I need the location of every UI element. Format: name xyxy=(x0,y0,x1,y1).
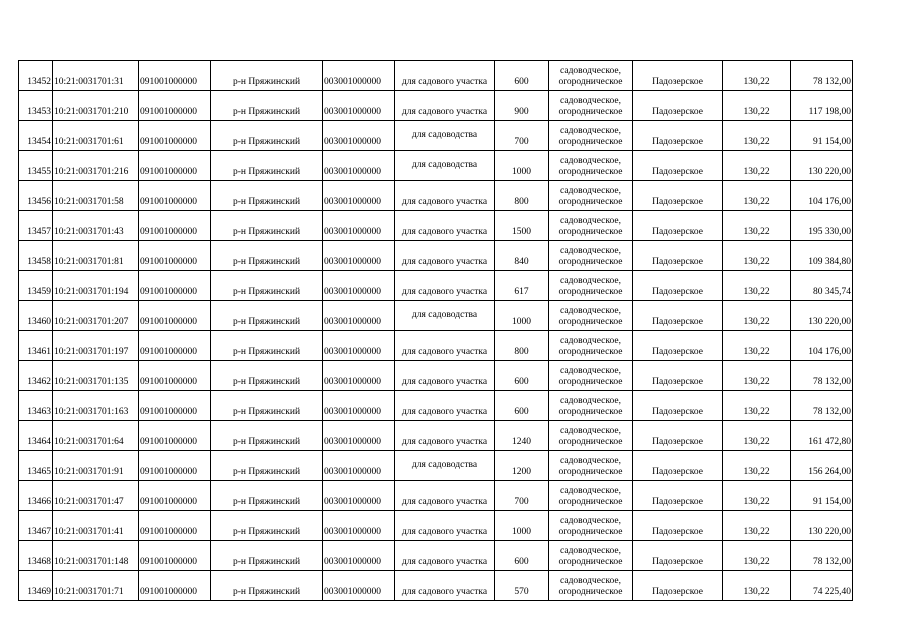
category-line-2: огородническое xyxy=(558,437,623,447)
area-cell: 1500 xyxy=(495,211,549,241)
category-line-1: садоводческое, xyxy=(560,156,621,166)
rate-cell: 130,22 xyxy=(723,361,791,391)
category-line-1: садоводческое, xyxy=(560,426,621,436)
category-line-1: садоводческое, xyxy=(560,516,621,526)
land-registry-table xyxy=(18,60,853,601)
area-cell: 1000 xyxy=(495,511,549,541)
table-row xyxy=(19,541,853,571)
district-cell: р-н Пряжинский xyxy=(211,481,323,511)
area-cell: 800 xyxy=(495,331,549,361)
category-line-2: огородническое xyxy=(558,167,623,177)
cadastral-number-cell: 10:21:0031701:163 xyxy=(53,391,139,421)
row-number-cell: 13460 xyxy=(19,301,53,331)
settlement-code-cell: 003001000000 xyxy=(323,151,395,181)
rate-cell: 130,22 xyxy=(723,241,791,271)
settlement-code-cell: 003001000000 xyxy=(323,181,395,211)
category-cell xyxy=(549,211,633,241)
okato-code-cell: 091001000000 xyxy=(139,271,211,301)
row-number-cell: 13456 xyxy=(19,181,53,211)
area-cell: 617 xyxy=(495,271,549,301)
location-cell: Падозерское xyxy=(633,301,723,331)
table-row xyxy=(19,151,853,181)
cadastral-value-cell: 80 345,74 xyxy=(791,271,853,301)
category-cell xyxy=(549,481,633,511)
cadastral-value-cell: 109 384,80 xyxy=(791,241,853,271)
okato-code-cell: 091001000000 xyxy=(139,451,211,481)
settlement-code-cell: 003001000000 xyxy=(323,421,395,451)
category-line-2: огородническое xyxy=(558,197,623,207)
permitted-use-cell: для садового участка xyxy=(395,211,495,241)
location-cell: Падозерское xyxy=(633,511,723,541)
permitted-use-cell: для садового участка xyxy=(395,61,495,91)
location-cell: Падозерское xyxy=(633,181,723,211)
category-line-2: огородническое xyxy=(558,557,623,567)
settlement-code-cell: 003001000000 xyxy=(323,511,395,541)
category-line-2: огородническое xyxy=(558,467,623,477)
table-row xyxy=(19,571,853,601)
cadastral-value-cell: 91 154,00 xyxy=(791,121,853,151)
cadastral-value-cell: 104 176,00 xyxy=(791,331,853,361)
category-cell xyxy=(549,571,633,601)
category-line-2: огородническое xyxy=(558,287,623,297)
rate-cell: 130,22 xyxy=(723,331,791,361)
permitted-use-cell: для садового участка xyxy=(395,361,495,391)
table-row xyxy=(19,451,853,481)
district-cell: р-н Пряжинский xyxy=(211,211,323,241)
category-cell xyxy=(549,61,633,91)
row-number-cell: 13462 xyxy=(19,361,53,391)
okato-code-cell: 091001000000 xyxy=(139,391,211,421)
cadastral-value-cell: 156 264,00 xyxy=(791,451,853,481)
settlement-code-cell: 003001000000 xyxy=(323,301,395,331)
table-row xyxy=(19,391,853,421)
settlement-code-cell: 003001000000 xyxy=(323,451,395,481)
cadastral-number-cell: 10:21:0031701:64 xyxy=(53,421,139,451)
cadastral-value-cell: 117 198,00 xyxy=(791,91,853,121)
district-cell: р-н Пряжинский xyxy=(211,241,323,271)
location-cell: Падозерское xyxy=(633,391,723,421)
cadastral-number-cell: 10:21:0031701:210 xyxy=(53,91,139,121)
category-cell xyxy=(549,301,633,331)
cadastral-number-cell: 10:21:0031701:148 xyxy=(53,541,139,571)
area-cell: 900 xyxy=(495,91,549,121)
okato-code-cell: 091001000000 xyxy=(139,181,211,211)
category-line-2: огородническое xyxy=(558,317,623,327)
permitted-use-cell: для садоводства xyxy=(395,151,495,181)
okato-code-cell: 091001000000 xyxy=(139,211,211,241)
area-cell: 570 xyxy=(495,571,549,601)
okato-code-cell: 091001000000 xyxy=(139,361,211,391)
cadastral-value-cell: 78 132,00 xyxy=(791,61,853,91)
category-line-2: огородническое xyxy=(558,77,623,87)
okato-code-cell: 091001000000 xyxy=(139,511,211,541)
permitted-use-cell: для садового участка xyxy=(395,511,495,541)
category-line-2: огородническое xyxy=(558,587,623,597)
location-cell: Падозерское xyxy=(633,541,723,571)
location-cell: Падозерское xyxy=(633,211,723,241)
location-cell: Падозерское xyxy=(633,121,723,151)
category-cell xyxy=(549,451,633,481)
cadastral-number-cell: 10:21:0031701:61 xyxy=(53,121,139,151)
row-number-cell: 13468 xyxy=(19,541,53,571)
district-cell: р-н Пряжинский xyxy=(211,181,323,211)
district-cell: р-н Пряжинский xyxy=(211,451,323,481)
cadastral-value-cell: 91 154,00 xyxy=(791,481,853,511)
location-cell: Падозерское xyxy=(633,451,723,481)
okato-code-cell: 091001000000 xyxy=(139,91,211,121)
location-cell: Падозерское xyxy=(633,361,723,391)
location-cell: Падозерское xyxy=(633,331,723,361)
row-number-cell: 13463 xyxy=(19,391,53,421)
table-body xyxy=(19,61,853,601)
cadastral-number-cell: 10:21:0031701:58 xyxy=(53,181,139,211)
permitted-use-cell: для садового участка xyxy=(395,391,495,421)
area-cell: 700 xyxy=(495,121,549,151)
category-line-2: огородническое xyxy=(558,377,623,387)
cadastral-number-cell: 10:21:0031701:216 xyxy=(53,151,139,181)
table-row xyxy=(19,331,853,361)
table-row xyxy=(19,301,853,331)
location-cell: Падозерское xyxy=(633,481,723,511)
location-cell: Падозерское xyxy=(633,241,723,271)
area-cell: 700 xyxy=(495,481,549,511)
area-cell: 1240 xyxy=(495,421,549,451)
rate-cell: 130,22 xyxy=(723,481,791,511)
cadastral-value-cell: 78 132,00 xyxy=(791,541,853,571)
district-cell: р-н Пряжинский xyxy=(211,271,323,301)
permitted-use-cell: для садового участка xyxy=(395,541,495,571)
location-cell: Падозерское xyxy=(633,91,723,121)
category-line-1: садоводческое, xyxy=(560,456,621,466)
cadastral-value-cell: 130 220,00 xyxy=(791,151,853,181)
rate-cell: 130,22 xyxy=(723,211,791,241)
settlement-code-cell: 003001000000 xyxy=(323,361,395,391)
okato-code-cell: 091001000000 xyxy=(139,421,211,451)
category-line-1: садоводческое, xyxy=(560,366,621,376)
category-line-1: садоводческое, xyxy=(560,546,621,556)
row-number-cell: 13457 xyxy=(19,211,53,241)
area-cell: 1000 xyxy=(495,151,549,181)
area-cell: 600 xyxy=(495,361,549,391)
category-cell xyxy=(549,391,633,421)
district-cell: р-н Пряжинский xyxy=(211,61,323,91)
settlement-code-cell: 003001000000 xyxy=(323,271,395,301)
category-line-2: огородническое xyxy=(558,227,623,237)
rate-cell: 130,22 xyxy=(723,571,791,601)
row-number-cell: 13465 xyxy=(19,451,53,481)
district-cell: р-н Пряжинский xyxy=(211,151,323,181)
district-cell: р-н Пряжинский xyxy=(211,361,323,391)
row-number-cell: 13452 xyxy=(19,61,53,91)
area-cell: 1000 xyxy=(495,301,549,331)
rate-cell: 130,22 xyxy=(723,511,791,541)
category-cell xyxy=(549,331,633,361)
cadastral-value-cell: 130 220,00 xyxy=(791,511,853,541)
category-cell xyxy=(549,151,633,181)
permitted-use-cell: для садового участка xyxy=(395,331,495,361)
okato-code-cell: 091001000000 xyxy=(139,541,211,571)
district-cell: р-н Пряжинский xyxy=(211,511,323,541)
settlement-code-cell: 003001000000 xyxy=(323,541,395,571)
rate-cell: 130,22 xyxy=(723,421,791,451)
category-line-1: садоводческое, xyxy=(560,306,621,316)
category-line-2: огородническое xyxy=(558,497,623,507)
row-number-cell: 13466 xyxy=(19,481,53,511)
table-row xyxy=(19,211,853,241)
permitted-use-cell: для садового участка xyxy=(395,481,495,511)
row-number-cell: 13461 xyxy=(19,331,53,361)
category-line-1: садоводческое, xyxy=(560,396,621,406)
row-number-cell: 13469 xyxy=(19,571,53,601)
table-row xyxy=(19,61,853,91)
cadastral-number-cell: 10:21:0031701:47 xyxy=(53,481,139,511)
rate-cell: 130,22 xyxy=(723,301,791,331)
cadastral-number-cell: 10:21:0031701:81 xyxy=(53,241,139,271)
category-line-2: огородническое xyxy=(558,257,623,267)
okato-code-cell: 091001000000 xyxy=(139,61,211,91)
category-cell xyxy=(549,121,633,151)
area-cell: 800 xyxy=(495,181,549,211)
area-cell: 1200 xyxy=(495,451,549,481)
permitted-use-cell: для садового участка xyxy=(395,271,495,301)
settlement-code-cell: 003001000000 xyxy=(323,241,395,271)
cadastral-value-cell: 78 132,00 xyxy=(791,391,853,421)
category-line-1: садоводческое, xyxy=(560,66,621,76)
cadastral-number-cell: 10:21:0031701:194 xyxy=(53,271,139,301)
permitted-use-cell: для садового участка xyxy=(395,181,495,211)
rate-cell: 130,22 xyxy=(723,181,791,211)
category-cell xyxy=(549,91,633,121)
row-number-cell: 13455 xyxy=(19,151,53,181)
cadastral-value-cell: 130 220,00 xyxy=(791,301,853,331)
location-cell: Падозерское xyxy=(633,571,723,601)
row-number-cell: 13458 xyxy=(19,241,53,271)
table-row xyxy=(19,481,853,511)
rate-cell: 130,22 xyxy=(723,121,791,151)
cadastral-number-cell: 10:21:0031701:71 xyxy=(53,571,139,601)
category-line-1: садоводческое, xyxy=(560,276,621,286)
category-line-2: огородническое xyxy=(558,407,623,417)
okato-code-cell: 091001000000 xyxy=(139,121,211,151)
category-line-2: огородническое xyxy=(558,137,623,147)
area-cell: 840 xyxy=(495,241,549,271)
table-row xyxy=(19,241,853,271)
rate-cell: 130,22 xyxy=(723,91,791,121)
area-cell: 600 xyxy=(495,391,549,421)
okato-code-cell: 091001000000 xyxy=(139,301,211,331)
table-row xyxy=(19,271,853,301)
district-cell: р-н Пряжинский xyxy=(211,121,323,151)
category-cell xyxy=(549,361,633,391)
settlement-code-cell: 003001000000 xyxy=(323,331,395,361)
settlement-code-cell: 003001000000 xyxy=(323,571,395,601)
rate-cell: 130,22 xyxy=(723,271,791,301)
district-cell: р-н Пряжинский xyxy=(211,391,323,421)
location-cell: Падозерское xyxy=(633,421,723,451)
cadastral-value-cell: 74 225,40 xyxy=(791,571,853,601)
cadastral-value-cell: 78 132,00 xyxy=(791,361,853,391)
permitted-use-cell: для садового участка xyxy=(395,571,495,601)
category-line-1: садоводческое, xyxy=(560,336,621,346)
cadastral-value-cell: 104 176,00 xyxy=(791,181,853,211)
settlement-code-cell: 003001000000 xyxy=(323,481,395,511)
district-cell: р-н Пряжинский xyxy=(211,571,323,601)
category-cell xyxy=(549,271,633,301)
table-row xyxy=(19,91,853,121)
table-row xyxy=(19,421,853,451)
category-cell xyxy=(549,541,633,571)
row-number-cell: 13454 xyxy=(19,121,53,151)
table-row xyxy=(19,511,853,541)
table-row xyxy=(19,361,853,391)
okato-code-cell: 091001000000 xyxy=(139,571,211,601)
cadastral-number-cell: 10:21:0031701:41 xyxy=(53,511,139,541)
okato-code-cell: 091001000000 xyxy=(139,481,211,511)
settlement-code-cell: 003001000000 xyxy=(323,91,395,121)
cadastral-number-cell: 10:21:0031701:197 xyxy=(53,331,139,361)
settlement-code-cell: 003001000000 xyxy=(323,211,395,241)
district-cell: р-н Пряжинский xyxy=(211,91,323,121)
category-line-1: садоводческое, xyxy=(560,576,621,586)
cadastral-value-cell: 195 330,00 xyxy=(791,211,853,241)
district-cell: р-н Пряжинский xyxy=(211,301,323,331)
rate-cell: 130,22 xyxy=(723,391,791,421)
district-cell: р-н Пряжинский xyxy=(211,541,323,571)
area-cell: 600 xyxy=(495,541,549,571)
permitted-use-cell: для садового участка xyxy=(395,241,495,271)
permitted-use-cell: для садоводства xyxy=(395,121,495,151)
category-line-2: огородническое xyxy=(558,347,623,357)
rate-cell: 130,22 xyxy=(723,61,791,91)
rate-cell: 130,22 xyxy=(723,541,791,571)
settlement-code-cell: 003001000000 xyxy=(323,391,395,421)
permitted-use-cell: для садоводства xyxy=(395,301,495,331)
area-cell: 600 xyxy=(495,61,549,91)
settlement-code-cell: 003001000000 xyxy=(323,121,395,151)
category-cell xyxy=(549,421,633,451)
category-cell xyxy=(549,181,633,211)
permitted-use-cell: для садового участка xyxy=(395,421,495,451)
cadastral-number-cell: 10:21:0031701:91 xyxy=(53,451,139,481)
permitted-use-cell: для садового участка xyxy=(395,91,495,121)
district-cell: р-н Пряжинский xyxy=(211,421,323,451)
okato-code-cell: 091001000000 xyxy=(139,241,211,271)
row-number-cell: 13459 xyxy=(19,271,53,301)
cadastral-number-cell: 10:21:0031701:31 xyxy=(53,61,139,91)
category-line-1: садоводческое, xyxy=(560,486,621,496)
cadastral-value-cell: 161 472,80 xyxy=(791,421,853,451)
category-cell xyxy=(549,241,633,271)
location-cell: Падозерское xyxy=(633,61,723,91)
cadastral-number-cell: 10:21:0031701:135 xyxy=(53,361,139,391)
category-line-1: садоводческое, xyxy=(560,216,621,226)
row-number-cell: 13453 xyxy=(19,91,53,121)
category-line-1: садоводческое, xyxy=(560,246,621,256)
cadastral-number-cell: 10:21:0031701:43 xyxy=(53,211,139,241)
table-row xyxy=(19,121,853,151)
location-cell: Падозерское xyxy=(633,271,723,301)
category-line-2: огородническое xyxy=(558,107,623,117)
table-row xyxy=(19,181,853,211)
category-cell xyxy=(549,511,633,541)
category-line-1: садоводческое, xyxy=(560,186,621,196)
location-cell: Падозерское xyxy=(633,151,723,181)
okato-code-cell: 091001000000 xyxy=(139,331,211,361)
permitted-use-cell: для садоводства xyxy=(395,451,495,481)
rate-cell: 130,22 xyxy=(723,151,791,181)
okato-code-cell: 091001000000 xyxy=(139,151,211,181)
row-number-cell: 13464 xyxy=(19,421,53,451)
category-line-2: огородническое xyxy=(558,527,623,537)
settlement-code-cell: 003001000000 xyxy=(323,61,395,91)
category-line-1: садоводческое, xyxy=(560,96,621,106)
row-number-cell: 13467 xyxy=(19,511,53,541)
rate-cell: 130,22 xyxy=(723,451,791,481)
district-cell: р-н Пряжинский xyxy=(211,331,323,361)
category-line-1: садоводческое, xyxy=(560,126,621,136)
cadastral-number-cell: 10:21:0031701:207 xyxy=(53,301,139,331)
